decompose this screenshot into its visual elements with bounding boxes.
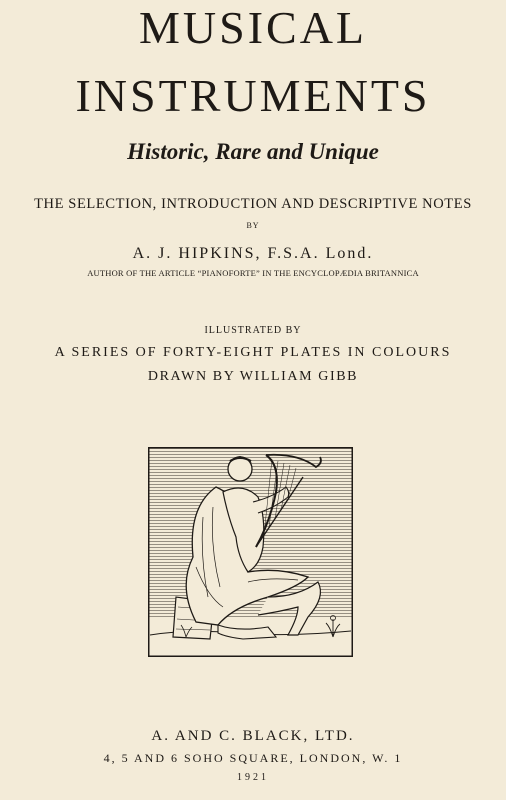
publisher-address: 4, 5 AND 6 SOHO SQUARE, LONDON, W. 1 (103, 751, 403, 765)
author-name: A. J. HIPKINS, F.S.A. Lond. (132, 245, 374, 262)
author-note: AUTHOR OF THE ARTICLE “PIANOFORTE” IN THE ENCYCLOPÆDIA BRITANNICA (87, 268, 419, 278)
selection-line: THE SELECTION, INTRODUCTION AND DESCRIPTIVE NOTES (34, 196, 472, 212)
publication-year: 1921 (237, 772, 269, 783)
title-line-2: INSTRUMENTS (75, 70, 431, 121)
publisher-name: A. AND C. BLACK, LTD. (151, 728, 355, 744)
series-line: A SERIES OF FORTY-EIGHT PLATES IN COLOURS (54, 345, 452, 360)
harpist-engraving-icon (148, 447, 353, 657)
subtitle: Historic, Rare and Unique (127, 139, 379, 164)
frontispiece-engraving (148, 447, 353, 657)
title-line-1: MUSICAL (138, 2, 368, 53)
by-line: BY (246, 221, 260, 230)
drawn-by-line: DRAWN BY WILLIAM GIBB (147, 369, 359, 384)
illustrated-by: ILLUSTRATED BY (204, 325, 302, 336)
